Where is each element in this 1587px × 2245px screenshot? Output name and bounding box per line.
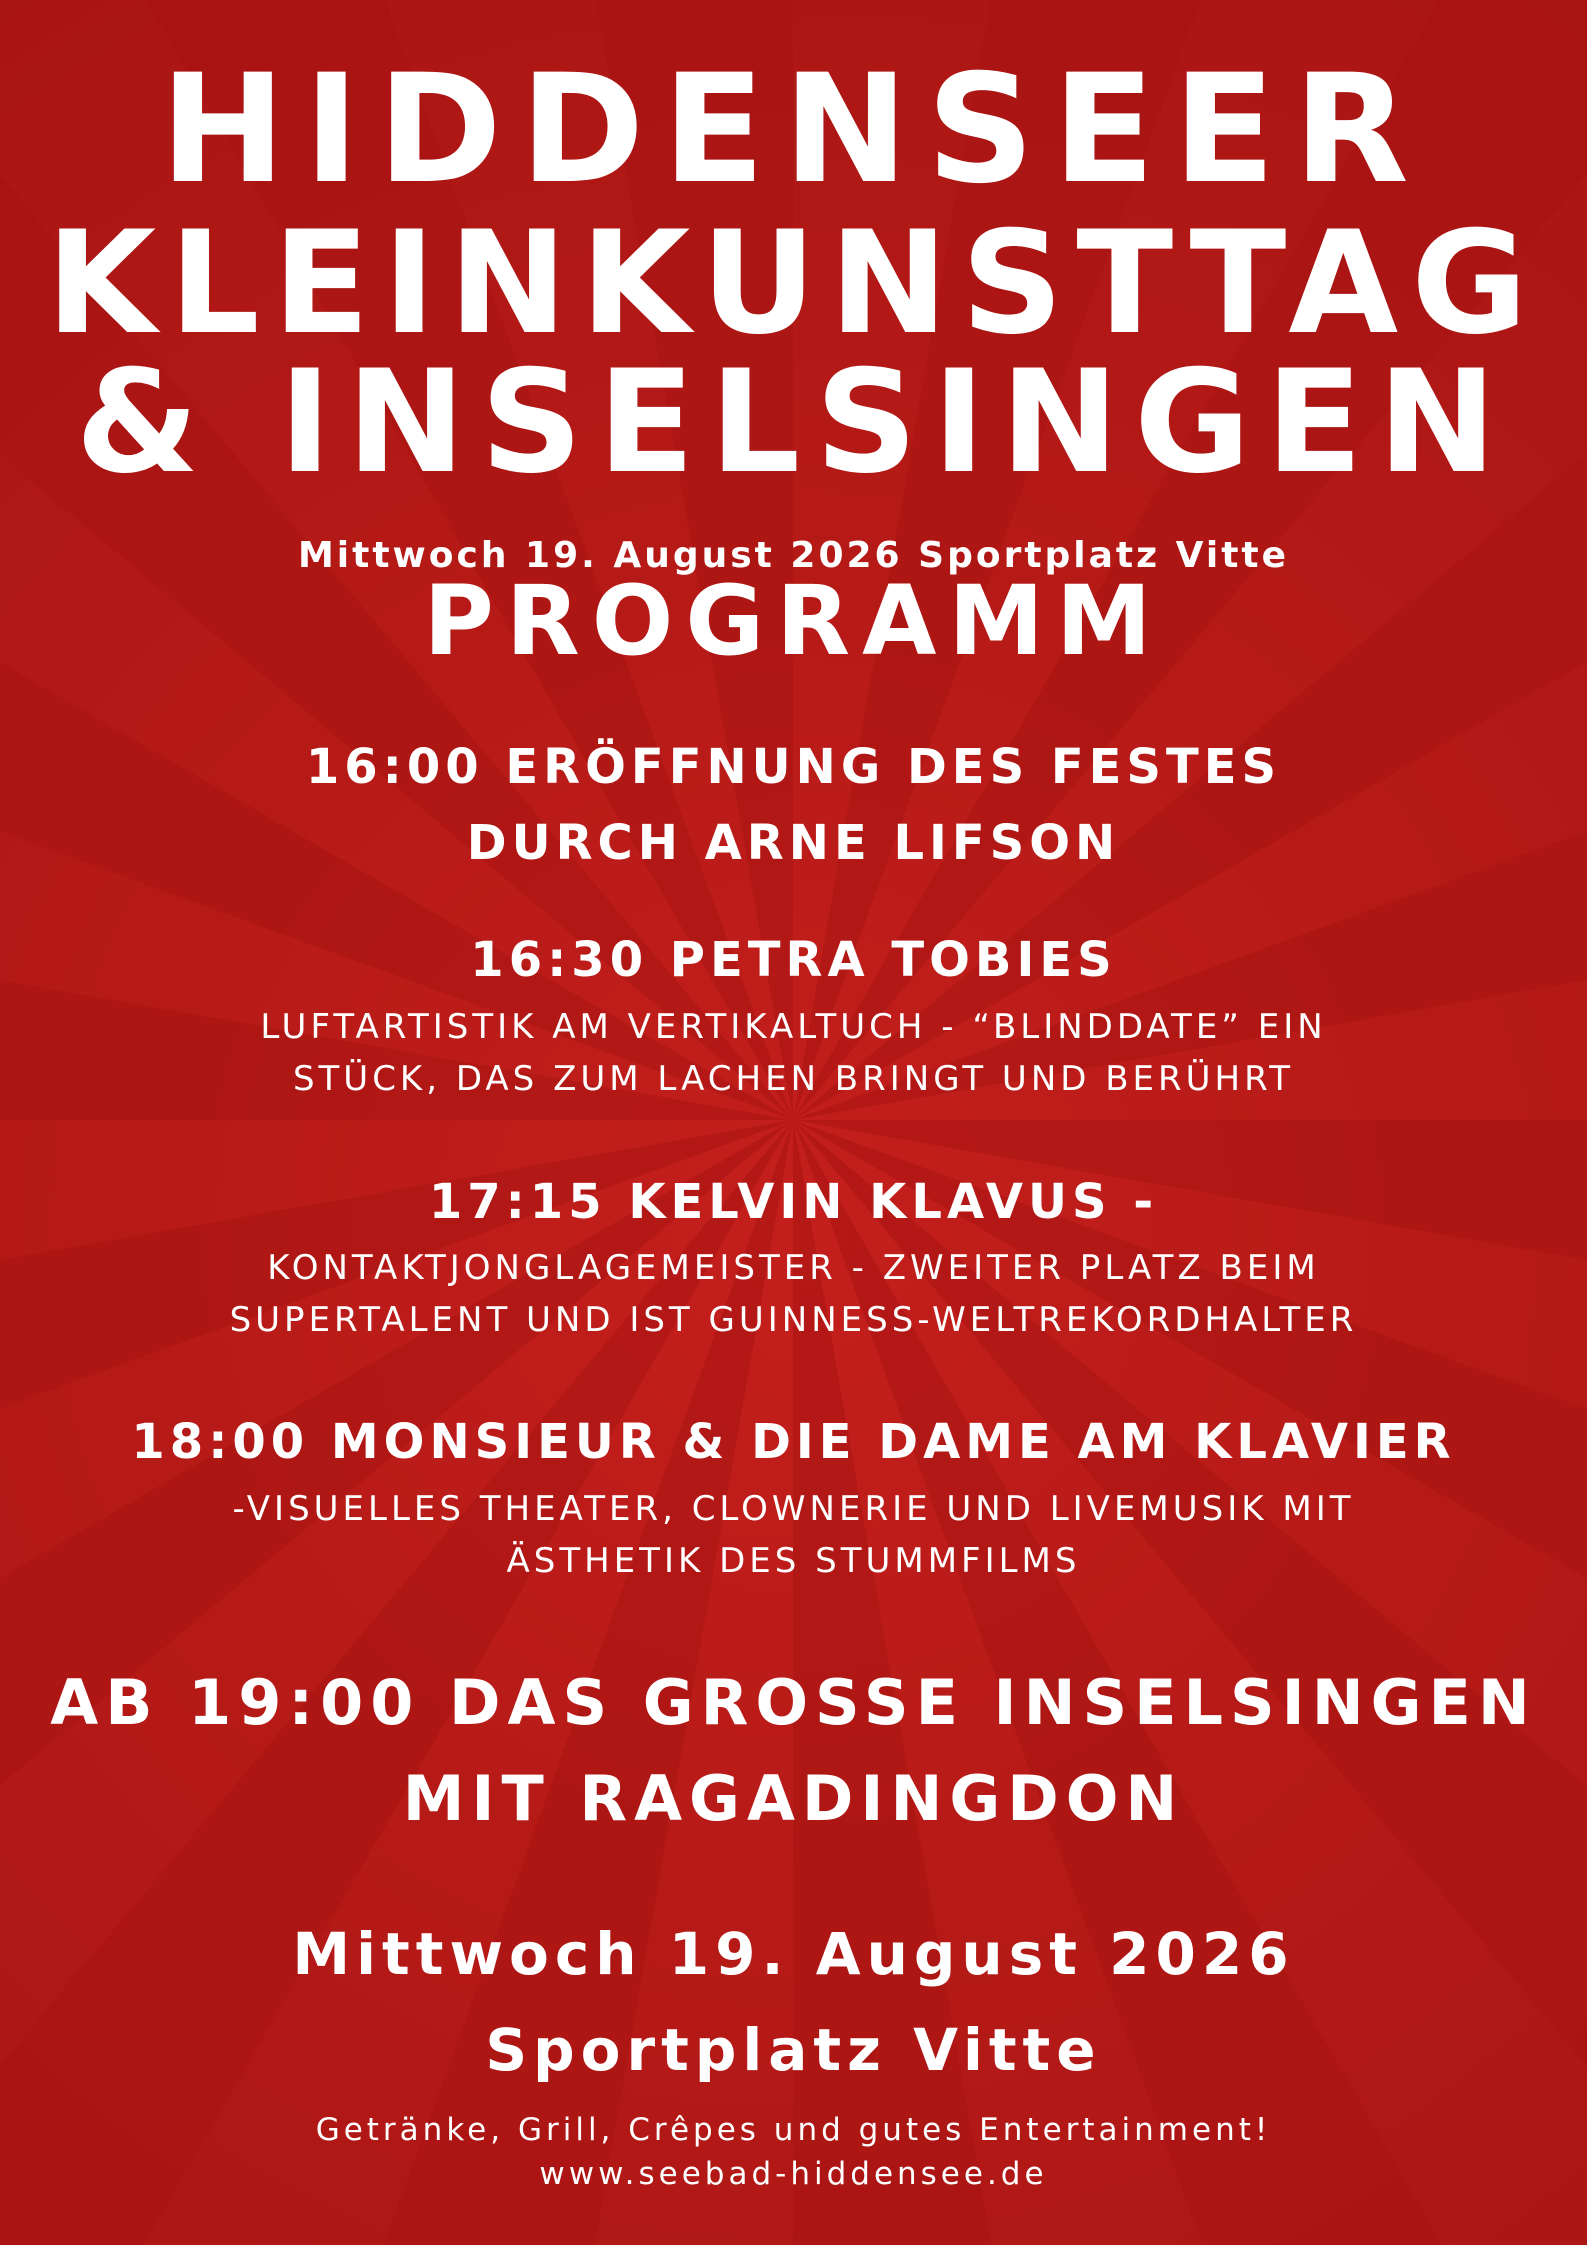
finale-line-1: AB 19:00 DAS GROSSE INSELSINGEN <box>50 1666 1537 1739</box>
program-item-monsieur-title: 18:00 MONSIEUR & DIE DAME AM KLAVIER <box>131 1414 1456 1470</box>
opening-line-2: DURCH ARNE LIFSON <box>466 815 1121 871</box>
program-item-monsieur-description <box>0 1483 1587 1587</box>
monsieur-desc-line-1: -VISUELLES THEATER, CLOWNERIE UND LIVEMUSIK MIT <box>232 1489 1355 1529</box>
footer-date-location <box>0 1906 1587 2098</box>
petra-desc-line-1: LUFTARTISTIK AM VERTIKALTUCH - “BLINDDATE” EIN <box>260 1007 1327 1047</box>
programm-heading: PROGRAMM <box>423 565 1164 677</box>
program-item-kelvin-description <box>0 1242 1587 1346</box>
program-item-kelvin-title: 17:15 KELVIN KLAVUS - <box>428 1174 1159 1230</box>
poster-title-line-1: HIDDENSEER <box>160 43 1427 217</box>
footer-website[interactable]: www.seebad-hiddensee.de <box>539 2156 1048 2192</box>
petra-desc-line-2: STÜCK, DAS ZUM LACHEN BRINGT UND BERÜHRT <box>292 1059 1295 1099</box>
poster-title-line-3: & INSELSINGEN <box>75 340 1512 505</box>
program-item-finale <box>0 1655 1587 1847</box>
kelvin-desc-line-2: SUPERTALENT UND IST GUINNESS-WELTREKORDHALTER <box>229 1300 1358 1340</box>
monsieur-desc-line-2: ÄSTHETIK DES STUMMFILMS <box>506 1541 1081 1581</box>
footer-date: Mittwoch 19. August 2026 <box>292 1920 1295 1988</box>
event-date-location: Mittwoch 19. August 2026 Sportplatz Vitte <box>297 535 1290 576</box>
footer-info <box>0 2108 1587 2196</box>
finale-line-2: MIT RAGADINGDON <box>402 1762 1185 1835</box>
opening-line-1: 16:00 ERÖFFNUNG DES FESTES <box>305 739 1282 795</box>
footer-location: Sportplatz Vitte <box>485 2016 1102 2084</box>
kelvin-desc-line-1: KONTAKTJONGLAGEMEISTER - ZWEITER PLATZ BEIM <box>267 1248 1320 1288</box>
program-item-petra-description <box>0 1001 1587 1105</box>
footer-tagline: Getränke, Grill, Crêpes und gutes Entertainment! <box>315 2112 1272 2148</box>
poster-title-line-2: KLEINKUNSTTAG <box>46 201 1541 366</box>
program-item-petra-title: 16:30 PETRA TOBIES <box>470 932 1117 988</box>
program-item-opening <box>0 729 1587 881</box>
